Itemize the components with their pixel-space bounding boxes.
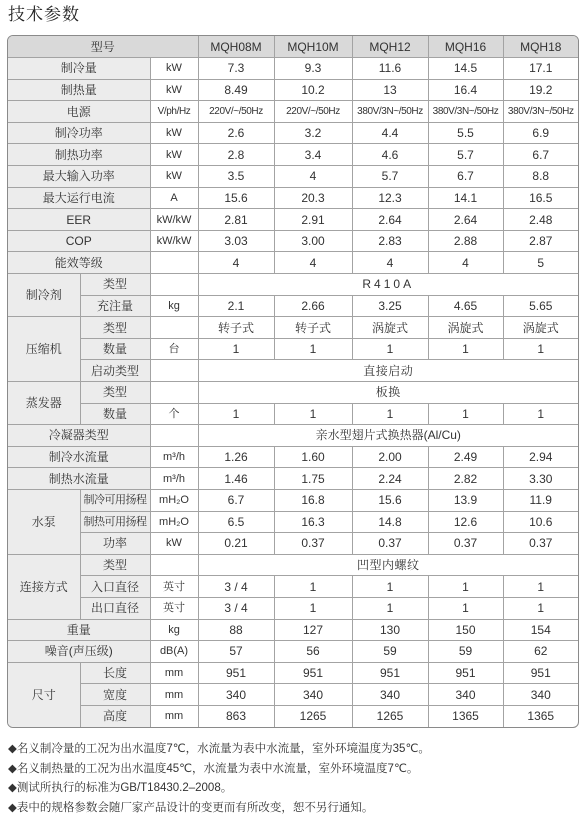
unit-cell: 个 <box>150 403 198 425</box>
value-cell: 13.9 <box>428 489 503 511</box>
value-cell: 1 <box>503 403 578 425</box>
footnote: ◆表中的规格参数会随厂家产品设计的变更而有所改变，恕不另行通知。 <box>8 802 374 815</box>
value-cell: 亲水型翅片式换热器(Al/Cu) <box>198 425 578 447</box>
value-cell: 5.65 <box>503 295 578 317</box>
value-cell: 340 <box>428 684 503 706</box>
group-label-evaporator: 蒸发器 <box>8 382 80 425</box>
row-refrigerant-charge <box>8 295 578 317</box>
row-label: 类型 <box>80 317 150 339</box>
unit-cell <box>150 554 198 576</box>
value-cell: 4 <box>428 252 503 274</box>
value-cell: 220V/~/50Hz <box>274 101 352 123</box>
row-dimension-length <box>8 662 578 684</box>
value-cell: 3.4 <box>274 144 352 166</box>
value-cell: 17.1 <box>503 58 578 80</box>
value-cell: 1.60 <box>274 446 352 468</box>
value-cell: 2.00 <box>352 446 428 468</box>
value-cell: 1 <box>428 597 503 619</box>
value-cell: 20.3 <box>274 187 352 209</box>
value-cell: 4.4 <box>352 122 428 144</box>
model-name: MQH16 <box>428 36 503 58</box>
unit-cell: A <box>150 187 198 209</box>
row-cop <box>8 230 578 252</box>
unit-cell: kW <box>150 166 198 188</box>
group-label-water-pump: 水泵 <box>8 489 80 554</box>
group-label-compressor: 压缩机 <box>8 317 80 382</box>
row-compressor-type <box>8 317 578 339</box>
value-cell: 6.7 <box>428 166 503 188</box>
value-cell: 340 <box>503 684 578 706</box>
value-cell: 380V/3N~/50Hz <box>428 101 503 123</box>
value-cell: 3 / 4 <box>198 597 274 619</box>
value-cell: 16.4 <box>428 79 503 101</box>
value-cell: 3.00 <box>274 230 352 252</box>
unit-cell <box>150 317 198 339</box>
row-connection-inlet <box>8 576 578 598</box>
value-cell: 6.5 <box>198 511 274 533</box>
row-label: 出口直径 <box>80 597 150 619</box>
value-cell: 1 <box>428 403 503 425</box>
unit-cell <box>150 425 198 447</box>
unit-cell: kW <box>150 122 198 144</box>
row-label: COP <box>8 230 150 252</box>
unit-cell: kW <box>150 58 198 80</box>
row-label: 制冷功率 <box>8 122 150 144</box>
unit-cell: mH₂O <box>150 489 198 511</box>
unit-cell: 英寸 <box>150 597 198 619</box>
value-cell: 2.8 <box>198 144 274 166</box>
value-cell: 88 <box>198 619 274 641</box>
value-cell: 10.6 <box>503 511 578 533</box>
value-cell: 3.5 <box>198 166 274 188</box>
row-max-running-current <box>8 187 578 209</box>
row-label: 数量 <box>80 403 150 425</box>
value-cell: 2.6 <box>198 122 274 144</box>
value-cell: 2.48 <box>503 209 578 231</box>
row-pump-heating-head <box>8 511 578 533</box>
value-cell: 3.2 <box>274 122 352 144</box>
value-cell: 2.64 <box>428 209 503 231</box>
value-cell: 130 <box>352 619 428 641</box>
unit-cell: mm <box>150 705 198 727</box>
footnote: ◆名义制热量的工况为出水温度45℃，水流量为表中水流量，室外环境温度7℃。 <box>8 762 419 775</box>
row-cooling-water-flow <box>8 446 578 468</box>
row-label: 功率 <box>80 533 150 555</box>
value-cell: 8.49 <box>198 79 274 101</box>
row-label: 最大输入功率 <box>8 166 150 188</box>
spec-table <box>7 35 579 728</box>
unit-cell: mH₂O <box>150 511 198 533</box>
unit-cell: kW/kW <box>150 230 198 252</box>
unit-cell <box>150 252 198 274</box>
row-label: EER <box>8 209 150 231</box>
value-cell: 3.25 <box>352 295 428 317</box>
value-cell: 9.3 <box>274 58 352 80</box>
value-cell: 1 <box>274 338 352 360</box>
row-evaporator-type <box>8 382 578 404</box>
row-refrigerant-type <box>8 274 578 296</box>
model-name: MQH08M <box>198 36 274 58</box>
row-label: 启动类型 <box>80 360 150 382</box>
value-cell: 380V/3N~/50Hz <box>503 101 578 123</box>
unit-cell: mm <box>150 684 198 706</box>
row-label: 能效等级 <box>8 252 150 274</box>
row-noise <box>8 641 578 663</box>
value-cell: 1 <box>198 403 274 425</box>
value-cell: 56 <box>274 641 352 663</box>
row-label: 制热量 <box>8 79 150 101</box>
row-pump-cooling-head <box>8 489 578 511</box>
page-title: 技术参数 <box>8 5 80 24</box>
row-label: 制冷量 <box>8 58 150 80</box>
value-cell: 1.26 <box>198 446 274 468</box>
value-cell: 380V/3N~/50Hz <box>352 101 428 123</box>
value-cell: 10.2 <box>274 79 352 101</box>
row-compressor-start-type <box>8 360 578 382</box>
value-cell: R410A <box>198 274 578 296</box>
value-cell: 涡旋式 <box>428 317 503 339</box>
header-row <box>8 36 578 58</box>
value-cell: 涡旋式 <box>352 317 428 339</box>
value-cell: 340 <box>352 684 428 706</box>
value-cell: 2.88 <box>428 230 503 252</box>
group-label-connection: 连接方式 <box>8 554 80 619</box>
row-label: 制冷水流量 <box>8 446 150 468</box>
model-name: MQH18 <box>503 36 578 58</box>
value-cell: 2.1 <box>198 295 274 317</box>
value-cell: 0.21 <box>198 533 274 555</box>
row-label: 噪音(声压级) <box>8 641 150 663</box>
value-cell: 1.75 <box>274 468 352 490</box>
value-cell: 57 <box>198 641 274 663</box>
value-cell: 2.82 <box>428 468 503 490</box>
unit-cell <box>150 382 198 404</box>
unit-cell: mm <box>150 662 198 684</box>
value-cell: 1.46 <box>198 468 274 490</box>
value-cell: 4 <box>352 252 428 274</box>
row-label: 类型 <box>80 554 150 576</box>
value-cell: 59 <box>352 641 428 663</box>
unit-cell: 台 <box>150 338 198 360</box>
value-cell: 8.8 <box>503 166 578 188</box>
value-cell: 涡旋式 <box>503 317 578 339</box>
value-cell: 凹型内螺纹 <box>198 554 578 576</box>
footnote: ◆名义制冷量的工况为出水温度7℃，水流量为表中水流量，室外环境温度为35℃。 <box>8 743 430 755</box>
value-cell: 5.5 <box>428 122 503 144</box>
value-cell: 6.9 <box>503 122 578 144</box>
value-cell: 0.37 <box>503 533 578 555</box>
value-cell: 951 <box>198 662 274 684</box>
value-cell: 3 / 4 <box>198 576 274 598</box>
value-cell: 4.6 <box>352 144 428 166</box>
value-cell: 14.8 <box>352 511 428 533</box>
row-label: 制冷可用扬程 <box>80 489 150 511</box>
value-cell: 951 <box>428 662 503 684</box>
row-heating-capacity <box>8 79 578 101</box>
value-cell: 2.66 <box>274 295 352 317</box>
value-cell: 1 <box>274 597 352 619</box>
value-cell: 951 <box>352 662 428 684</box>
value-cell: 150 <box>428 619 503 641</box>
spec-table-grid <box>8 36 578 727</box>
model-name: MQH12 <box>352 36 428 58</box>
value-cell: 4.65 <box>428 295 503 317</box>
row-dimension-height <box>8 705 578 727</box>
value-cell: 6.7 <box>503 144 578 166</box>
value-cell: 127 <box>274 619 352 641</box>
value-cell: 1 <box>274 403 352 425</box>
value-cell: 14.5 <box>428 58 503 80</box>
row-power-supply <box>8 101 578 123</box>
value-cell: 0.37 <box>274 533 352 555</box>
value-cell: 转子式 <box>274 317 352 339</box>
unit-cell: kW <box>150 533 198 555</box>
unit-cell: m³/h <box>150 446 198 468</box>
unit-cell: m³/h <box>150 468 198 490</box>
unit-cell <box>150 360 198 382</box>
group-label-refrigerant: 制冷剂 <box>8 274 80 317</box>
row-label: 制热可用扬程 <box>80 511 150 533</box>
row-label: 数量 <box>80 338 150 360</box>
value-cell: 1 <box>352 576 428 598</box>
row-label: 电源 <box>8 101 150 123</box>
row-energy-class <box>8 252 578 274</box>
value-cell: 7.3 <box>198 58 274 80</box>
row-connection-outlet <box>8 597 578 619</box>
value-cell: 4 <box>274 252 352 274</box>
value-cell: 951 <box>503 662 578 684</box>
value-cell: 19.2 <box>503 79 578 101</box>
value-cell: 1 <box>198 338 274 360</box>
row-connection-type <box>8 554 578 576</box>
value-cell: 4 <box>198 252 274 274</box>
value-cell: 16.3 <box>274 511 352 533</box>
group-label-dimensions: 尺寸 <box>8 662 80 727</box>
value-cell: 1365 <box>503 705 578 727</box>
unit-cell: 英寸 <box>150 576 198 598</box>
value-cell: 951 <box>274 662 352 684</box>
footnotes <box>8 740 578 819</box>
value-cell: 4 <box>274 166 352 188</box>
value-cell: 0.37 <box>352 533 428 555</box>
value-cell: 12.3 <box>352 187 428 209</box>
value-cell: 154 <box>503 619 578 641</box>
unit-cell: kg <box>150 619 198 641</box>
row-label: 类型 <box>80 382 150 404</box>
row-heating-power <box>8 144 578 166</box>
unit-cell: kg <box>150 295 198 317</box>
value-cell: 1 <box>428 338 503 360</box>
model-name: MQH10M <box>274 36 352 58</box>
value-cell: 板换 <box>198 382 578 404</box>
value-cell: 2.87 <box>503 230 578 252</box>
unit-cell: V/ph/Hz <box>150 101 198 123</box>
row-dimension-width <box>8 684 578 706</box>
value-cell: 13 <box>352 79 428 101</box>
value-cell: 0.37 <box>428 533 503 555</box>
value-cell: 1 <box>503 576 578 598</box>
unit-cell <box>150 274 198 296</box>
unit-cell: kW <box>150 144 198 166</box>
row-weight <box>8 619 578 641</box>
value-cell: 转子式 <box>198 317 274 339</box>
row-label: 重量 <box>8 619 150 641</box>
value-cell: 1 <box>352 597 428 619</box>
row-evaporator-quantity <box>8 403 578 425</box>
row-label: 宽度 <box>80 684 150 706</box>
value-cell: 863 <box>198 705 274 727</box>
unit-cell: dB(A) <box>150 641 198 663</box>
value-cell: 2.64 <box>352 209 428 231</box>
value-cell: 2.81 <box>198 209 274 231</box>
row-label: 冷凝器类型 <box>8 425 150 447</box>
value-cell: 1 <box>503 338 578 360</box>
value-cell: 2.83 <box>352 230 428 252</box>
row-pump-power <box>8 533 578 555</box>
value-cell: 5.7 <box>428 144 503 166</box>
value-cell: 1265 <box>274 705 352 727</box>
value-cell: 6.7 <box>198 489 274 511</box>
unit-cell: kW <box>150 79 198 101</box>
value-cell: 15.6 <box>352 489 428 511</box>
value-cell: 12.6 <box>428 511 503 533</box>
value-cell: 11.6 <box>352 58 428 80</box>
value-cell: 14.1 <box>428 187 503 209</box>
value-cell: 1 <box>428 576 503 598</box>
row-condenser-type <box>8 425 578 447</box>
value-cell: 11.9 <box>503 489 578 511</box>
value-cell: 1265 <box>352 705 428 727</box>
row-label: 最大运行电流 <box>8 187 150 209</box>
value-cell: 2.49 <box>428 446 503 468</box>
row-eer <box>8 209 578 231</box>
value-cell: 340 <box>198 684 274 706</box>
row-max-input-power <box>8 166 578 188</box>
value-cell: 16.8 <box>274 489 352 511</box>
value-cell: 220V/~/50Hz <box>198 101 274 123</box>
value-cell: 1 <box>503 597 578 619</box>
row-label: 充注量 <box>80 295 150 317</box>
value-cell: 16.5 <box>503 187 578 209</box>
row-label: 制热功率 <box>8 144 150 166</box>
value-cell: 1 <box>352 338 428 360</box>
value-cell: 3.30 <box>503 468 578 490</box>
row-compressor-quantity <box>8 338 578 360</box>
value-cell: 2.94 <box>503 446 578 468</box>
row-label: 高度 <box>80 705 150 727</box>
value-cell: 62 <box>503 641 578 663</box>
value-cell: 2.91 <box>274 209 352 231</box>
row-label: 制热水流量 <box>8 468 150 490</box>
value-cell: 5 <box>503 252 578 274</box>
footnote: ◆测试所执行的标准为GB/T18430.2–2008。 <box>8 782 233 795</box>
value-cell: 340 <box>274 684 352 706</box>
value-cell: 5.7 <box>352 166 428 188</box>
value-cell: 59 <box>428 641 503 663</box>
row-cooling-capacity <box>8 58 578 80</box>
value-cell: 1 <box>352 403 428 425</box>
model-header-label: 型号 <box>8 36 198 58</box>
row-label: 入口直径 <box>80 576 150 598</box>
value-cell: 1 <box>274 576 352 598</box>
value-cell: 3.03 <box>198 230 274 252</box>
row-label: 类型 <box>80 274 150 296</box>
unit-cell: kW/kW <box>150 209 198 231</box>
value-cell: 2.24 <box>352 468 428 490</box>
value-cell: 15.6 <box>198 187 274 209</box>
row-heating-water-flow <box>8 468 578 490</box>
value-cell: 直接启动 <box>198 360 578 382</box>
row-cooling-power <box>8 122 578 144</box>
row-label: 长度 <box>80 662 150 684</box>
value-cell: 1365 <box>428 705 503 727</box>
